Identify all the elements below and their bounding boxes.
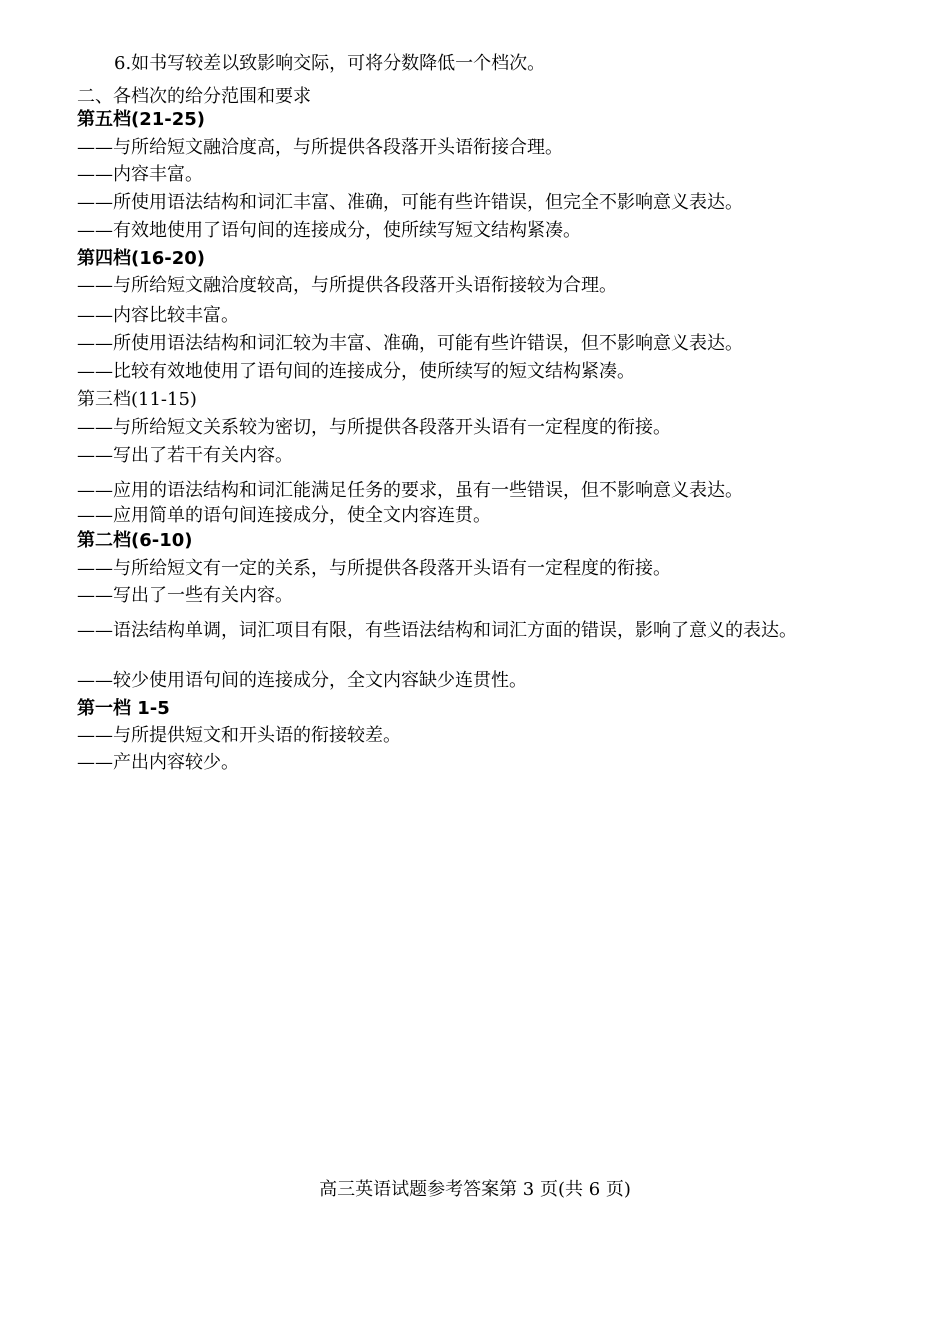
level-4-item: ——与所给短文融洽度较高，与所提供各段落开头语衔接较为合理。 — [77, 275, 617, 296]
level-1-item: ——产出内容较少。 — [77, 752, 239, 773]
level-1-title: 第一档 1-5 — [77, 698, 170, 719]
level-2-item: ——较少使用语句间的连接成分，全文内容缺少连贯性。 — [77, 670, 527, 691]
level-4-item: ——所使用语法结构和词汇较为丰富、准确，可能有些许错误，但不影响意义表达。 — [77, 333, 743, 354]
note-6: 6.如书写较差以致影响交际，可将分数降低一个档次。 — [114, 53, 546, 74]
level-2-item: ——写出了一些有关内容。 — [77, 585, 293, 606]
level-5-item: ——内容丰富。 — [77, 164, 203, 185]
level-3-title: 第三档(11-15) — [77, 389, 197, 410]
level-3-item: ——与所给短文关系较为密切，与所提供各段落开头语有一定程度的衔接。 — [77, 417, 671, 438]
level-2-title: 第二档(6-10) — [77, 530, 193, 551]
level-4-item: ——比较有效地使用了语句间的连接成分，使所续写的短文结构紧凑。 — [77, 361, 635, 382]
level-3-item: ——应用简单的语句间连接成分，使全文内容连贯。 — [77, 505, 491, 526]
level-3-item: ——写出了若干有关内容。 — [77, 445, 293, 466]
page-footer: 高三英语试题参考答案第 3 页(共 6 页) — [319, 1179, 631, 1200]
level-5-item: ——与所给短文融洽度高，与所提供各段落开头语衔接合理。 — [77, 137, 563, 158]
level-3-item: ——应用的语法结构和词汇能满足任务的要求，虽有一些错误，但不影响意义表达。 — [77, 480, 743, 501]
level-5-item: ——所使用语法结构和词汇丰富、准确，可能有些许错误，但完全不影响意义表达。 — [77, 192, 743, 213]
level-4-item: ——内容比较丰富。 — [77, 305, 239, 326]
level-4-title: 第四档(16-20) — [77, 248, 206, 269]
level-1-item: ——与所提供短文和开头语的衔接较差。 — [77, 725, 401, 746]
level-5-item: ——有效地使用了语句间的连接成分，使所续写短文结构紧凑。 — [77, 220, 581, 241]
section-two-title: 二、各档次的给分范围和要求 — [77, 86, 311, 107]
level-5-title: 第五档(21-25) — [77, 109, 206, 130]
level-2-item: ——语法结构单调，词汇项目有限，有些语法结构和词汇方面的错误，影响了意义的表达。 — [77, 620, 797, 641]
level-2-item: ——与所给短文有一定的关系，与所提供各段落开头语有一定程度的衔接。 — [77, 558, 671, 579]
